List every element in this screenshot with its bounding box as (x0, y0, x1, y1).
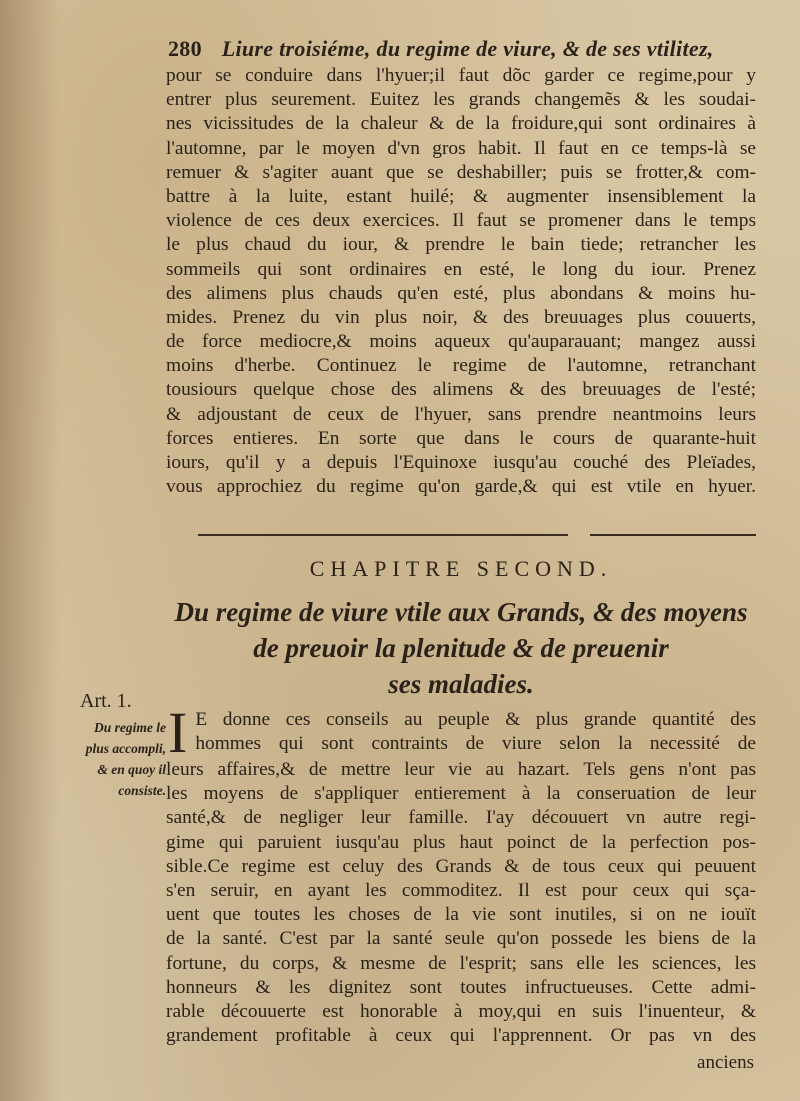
chapter-title-line: Du regime de viure vtile aux Grands, & des moyens (174, 597, 748, 627)
article-number: Art. 1. (80, 690, 132, 712)
text-line: leurs affaires,& de mettre leur vie au hazart. Tels gens n'ont pas (166, 759, 756, 780)
text-line: nes vicissitudes de la chaleur & de la froidure,qui sont ordinaires à (166, 113, 756, 135)
text-line: l'automne, par le moyen d'vn gros habit. Il faut en ce temps-là se (166, 137, 756, 159)
text-line: de la santé. C'est par la santé seule qu'on possede les biens de la (166, 928, 756, 950)
chapter-heading: CHAPITRE SECOND. (309, 556, 613, 581)
text-line: sommeils qui sont ordinaires en esté, le long du iour. Prenez (166, 258, 756, 280)
text-line: iours, qu'il y a depuis l'Equinoxe iusqu'au couché des Pleïades, (166, 452, 756, 473)
text-line: santé,& de negliger leur famille. I'ay découuert vn autre regi- (166, 807, 756, 829)
chapter-title-line: de preuoir la plenitude & de preuenir (253, 633, 669, 663)
text-line: rable découuerte est honorable à moy,qui en suis l'inuenteur, & (166, 1000, 756, 1022)
text-line: remuer & s'agiter auant que se deshabiller; puis se frotter,& com- (166, 161, 756, 183)
divider-rule (198, 534, 568, 536)
text-line: vous approchiez du regime qu'on garde,& qui est vtile en hyuer. (166, 476, 756, 498)
paragraph-2 (166, 700, 756, 1048)
section-divider (198, 530, 756, 540)
page-number: 280 (168, 36, 202, 61)
margin-gloss (36, 717, 166, 801)
chapter-title (166, 594, 756, 702)
text-line: battre à la luite, estant huilé; & augmenter insensiblement la (166, 185, 756, 207)
chapter-title-line: ses maladies. (388, 669, 534, 699)
text-line: pour se conduire dans l'hyuer;il faut dõc garder ce regime,pour y (166, 65, 756, 86)
text-line: hommes qui sont contraints de viure selon la necessité de (195, 733, 756, 755)
text-line: E donne ces conseils au peuple & plus grande quantité des (195, 709, 756, 730)
text-line: des alimens plus chauds qu'en esté, plus abondans & moins hu- (166, 282, 756, 304)
paragraph-1 (166, 64, 756, 499)
text-line: sible.Ce regime est celuy des Grands & de tous ceux qui peuuent (166, 855, 756, 877)
divider-rule (590, 534, 756, 536)
catchword: anciens (697, 1052, 754, 1073)
text-line: forces entieres. En sorte que dans le cours de quarante-huit (166, 427, 756, 449)
running-title: Liure troisiéme, du regime de viure, & de ses vtilitez, (221, 36, 714, 61)
margin-note (36, 690, 166, 801)
text-line: les moyens de s'appliquer entierement à la conseruation de leur (166, 783, 756, 805)
text-line: entrer plus seurement. Euitez les grands changemẽs & les soudai- (166, 89, 756, 111)
text-line: gime qui paruient iusqu'au plus haut poinct de la perfection pos- (166, 831, 756, 853)
text-line: violence de ces deux exercices. Il faut se promener dans le temps (166, 210, 756, 232)
gloss-line: plus accompli, (85, 741, 166, 756)
text-line: mides. Prenez du vin plus noir, & des breuuages plus couuerts, (166, 306, 756, 328)
text-line: & adjoustant de ceux de l'hyuer, sans prendre neantmoins leurs (166, 403, 756, 425)
text-line: uent que toutes les choses de la vie sont inutiles, si on ne iouït (166, 904, 756, 926)
text-line: tousiours quelque chose des alimens & des breuuages de l'esté; (166, 379, 756, 401)
gloss-line: & en quoy il (97, 762, 166, 777)
text-line: le plus chaud du iour, & prendre le bain tiede; retrancher les (166, 234, 756, 256)
text-line: honneurs & les dignitez sont toutes infructueuses. Cette admi- (166, 976, 756, 998)
text-line: de force mediocre,& moins aqueux qu'auparauant; mangez aussi (166, 331, 756, 353)
text-line: fortune, du corps, & mesme de l'esprit; sans elle les sciences, les (166, 952, 756, 974)
gloss-line: consiste. (118, 783, 166, 798)
text-line: s'en seruir, en ayant les commoditez. Il est pour ceux qui sça- (166, 879, 756, 901)
drop-cap: I (168, 700, 188, 765)
running-head (168, 36, 758, 62)
text-line: moins d'herbe. Continuez le regime de l'automne, retranchant (166, 355, 756, 377)
gloss-line: Du regime le (94, 720, 166, 735)
text-line: grandement profitable à ceux qui l'apprennent. Or pas vn des (166, 1025, 756, 1047)
